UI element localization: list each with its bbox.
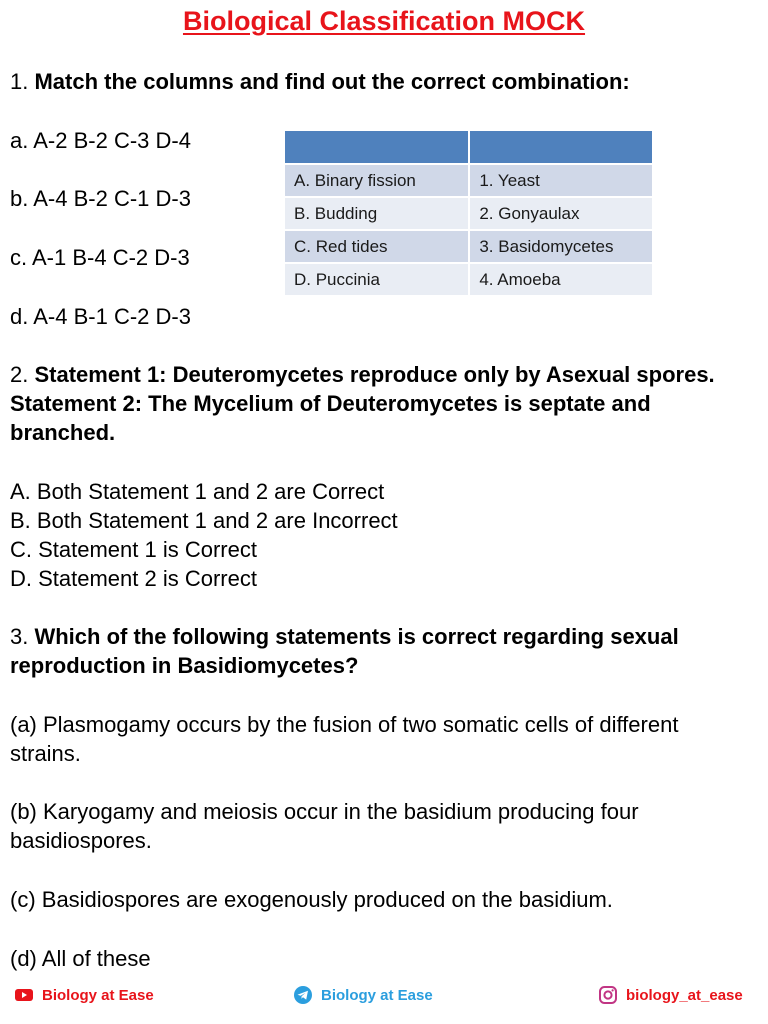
- match-table-row: [285, 197, 653, 230]
- match-table: [285, 131, 654, 297]
- q1-option-c: c. A-1 B-4 C-2 D-3: [10, 245, 190, 270]
- q1-option-b: b. A-4 B-2 C-1 D-3: [10, 186, 191, 211]
- q2-option-b: B. Both Statement 1 and 2 are Incorrect: [10, 508, 398, 533]
- instagram-icon: [598, 985, 618, 1005]
- column-1-cell: B. Budding: [285, 197, 469, 230]
- q2-option-c: C. Statement 1 is Correct: [10, 537, 257, 562]
- footer: [0, 985, 768, 1011]
- q2-option-d: D. Statement 2 is Correct: [10, 566, 257, 591]
- telegram-link[interactable]: [293, 985, 433, 1005]
- match-table-row: [285, 230, 653, 263]
- telegram-icon: [293, 985, 313, 1005]
- column-2-cell: 3. Basidomycetes: [469, 230, 653, 263]
- match-table-header: [285, 131, 653, 164]
- question-3-number: 3.: [10, 624, 35, 649]
- column-1-cell: C. Red tides: [285, 230, 469, 263]
- youtube-link[interactable]: [14, 985, 154, 1005]
- q3-option-b: (b) Karyogamy and meiosis occur in the basidium producing four basidiospores.: [10, 799, 639, 853]
- column-2-cell: 2. Gonyaulax: [469, 197, 653, 230]
- telegram-label: Biology at Ease: [321, 986, 433, 1004]
- column-2-cell: 1. Yeast: [469, 164, 653, 197]
- match-table-row: [285, 263, 653, 296]
- column-1-cell: D. Puccinia: [285, 263, 469, 296]
- question-1: [10, 67, 755, 96]
- question-1-text: Match the columns and find out the correct combination:: [34, 69, 630, 94]
- question-3: [10, 622, 755, 680]
- question-1-number: 1.: [10, 69, 35, 94]
- q3-option-a: (a) Plasmogamy occurs by the fusion of two somatic cells of different strains.: [10, 712, 679, 766]
- column-2-cell: 4. Amoeba: [469, 263, 653, 296]
- q2-option-a: A. Both Statement 1 and 2 are Correct: [10, 479, 385, 504]
- question-2-number: 2.: [10, 362, 35, 387]
- q3-option-c: (c) Basidiospores are exogenously produced on the basidium.: [10, 887, 613, 912]
- question-3-text: Which of the following statements is correct regarding sexual reproduction in Basidiomycetes?: [10, 624, 679, 678]
- youtube-icon: [14, 985, 34, 1005]
- youtube-label: Biology at Ease: [42, 986, 154, 1004]
- q1-option-d: d. A-4 B-1 C-2 D-3: [10, 304, 191, 329]
- question-2-text: Statement 1: Deuteromycetes reproduce only by Asexual spores. Statement 2: The Mycelium of Deuteromycetes is septate and branched.: [10, 362, 715, 445]
- instagram-label: biology_at_ease: [626, 986, 743, 1004]
- match-table-row: [285, 164, 653, 197]
- column-1-cell: A. Binary fission: [285, 164, 469, 197]
- page-title: Biological Classification MOCK: [182, 6, 586, 36]
- q3-option-d: (d) All of these: [10, 946, 151, 971]
- q1-option-a: a. A-2 B-2 C-3 D-4: [10, 128, 191, 153]
- instagram-link[interactable]: [598, 985, 743, 1005]
- question-2: [10, 360, 755, 447]
